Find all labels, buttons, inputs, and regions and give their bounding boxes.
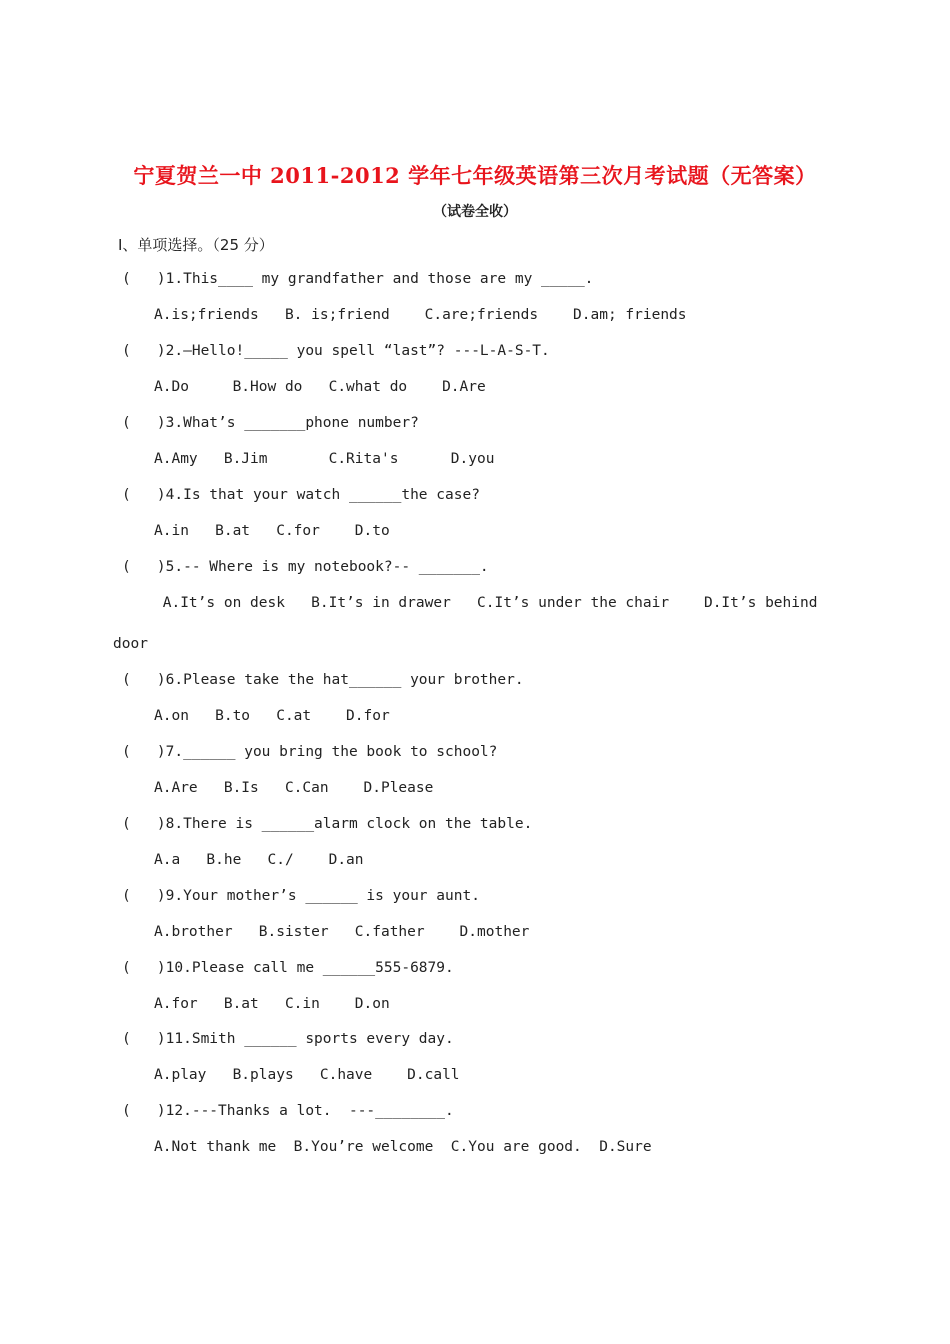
question-options: A.in B.at C.for D.to [154, 523, 390, 539]
question-stem: ( )11.Smith ______ sports every day. [122, 1031, 454, 1047]
question-stem: ( )4.Is that your watch ______the case? [122, 487, 480, 503]
question-options: A.is;friends B. is;friend C.are;friends D.am; friends [154, 307, 687, 323]
question-options: A.It’s on desk B.It’s in drawer C.It’s under the chair D.It’s behind [154, 595, 818, 611]
question-options: A.Do B.How do C.what do D.Are [154, 379, 486, 395]
question-options: A.for B.at C.in D.on [154, 996, 390, 1012]
question-options: A.a B.he C./ D.an [154, 852, 364, 868]
question-options: A.brother B.sister C.father D.mother [154, 924, 530, 940]
question-options: A.Not thank me B.You’re welcome C.You are good. D.Sure [154, 1139, 652, 1155]
question-stem: ( )12.---Thanks a lot. ---________. [122, 1103, 454, 1119]
question-options: A.Are B.Is C.Can D.Please [154, 780, 434, 796]
question-options: A.on B.to C.at D.for [154, 708, 390, 724]
question-options-wrap: door [113, 636, 148, 652]
question-stem: ( )9.Your mother’s ______ is your aunt. [122, 888, 480, 904]
question-stem: ( )8.There is ______alarm clock on the table. [122, 816, 533, 832]
section-title: Ⅰ、单项选择。（25 分） [118, 236, 274, 254]
question-options: A.Amy B.Jim C.Rita's D.you [154, 451, 495, 467]
question-stem: ( )10.Please call me ______555-6879. [122, 960, 454, 976]
question-stem: ( )3.What’s _______phone number? [122, 415, 419, 431]
exam-subtitle: （试卷全收） [433, 204, 517, 220]
question-stem: ( )5.-- Where is my notebook?-- _______. [122, 559, 489, 575]
exam-title: 宁夏贺兰一中 2011-2012 学年七年级英语第三次月考试题（无答案） [133, 163, 817, 188]
question-stem: ( )1.This____ my grandfather and those are my _____. [122, 271, 594, 287]
question-stem: ( )2.—Hello!_____ you spell “last”? ---L-A-S-T. [122, 343, 550, 359]
question-stem: ( )6.Please take the hat______ your brother. [122, 672, 524, 688]
question-options: A.play B.plays C.have D.call [154, 1067, 460, 1083]
question-stem: ( )7.______ you bring the book to school? [122, 744, 498, 760]
